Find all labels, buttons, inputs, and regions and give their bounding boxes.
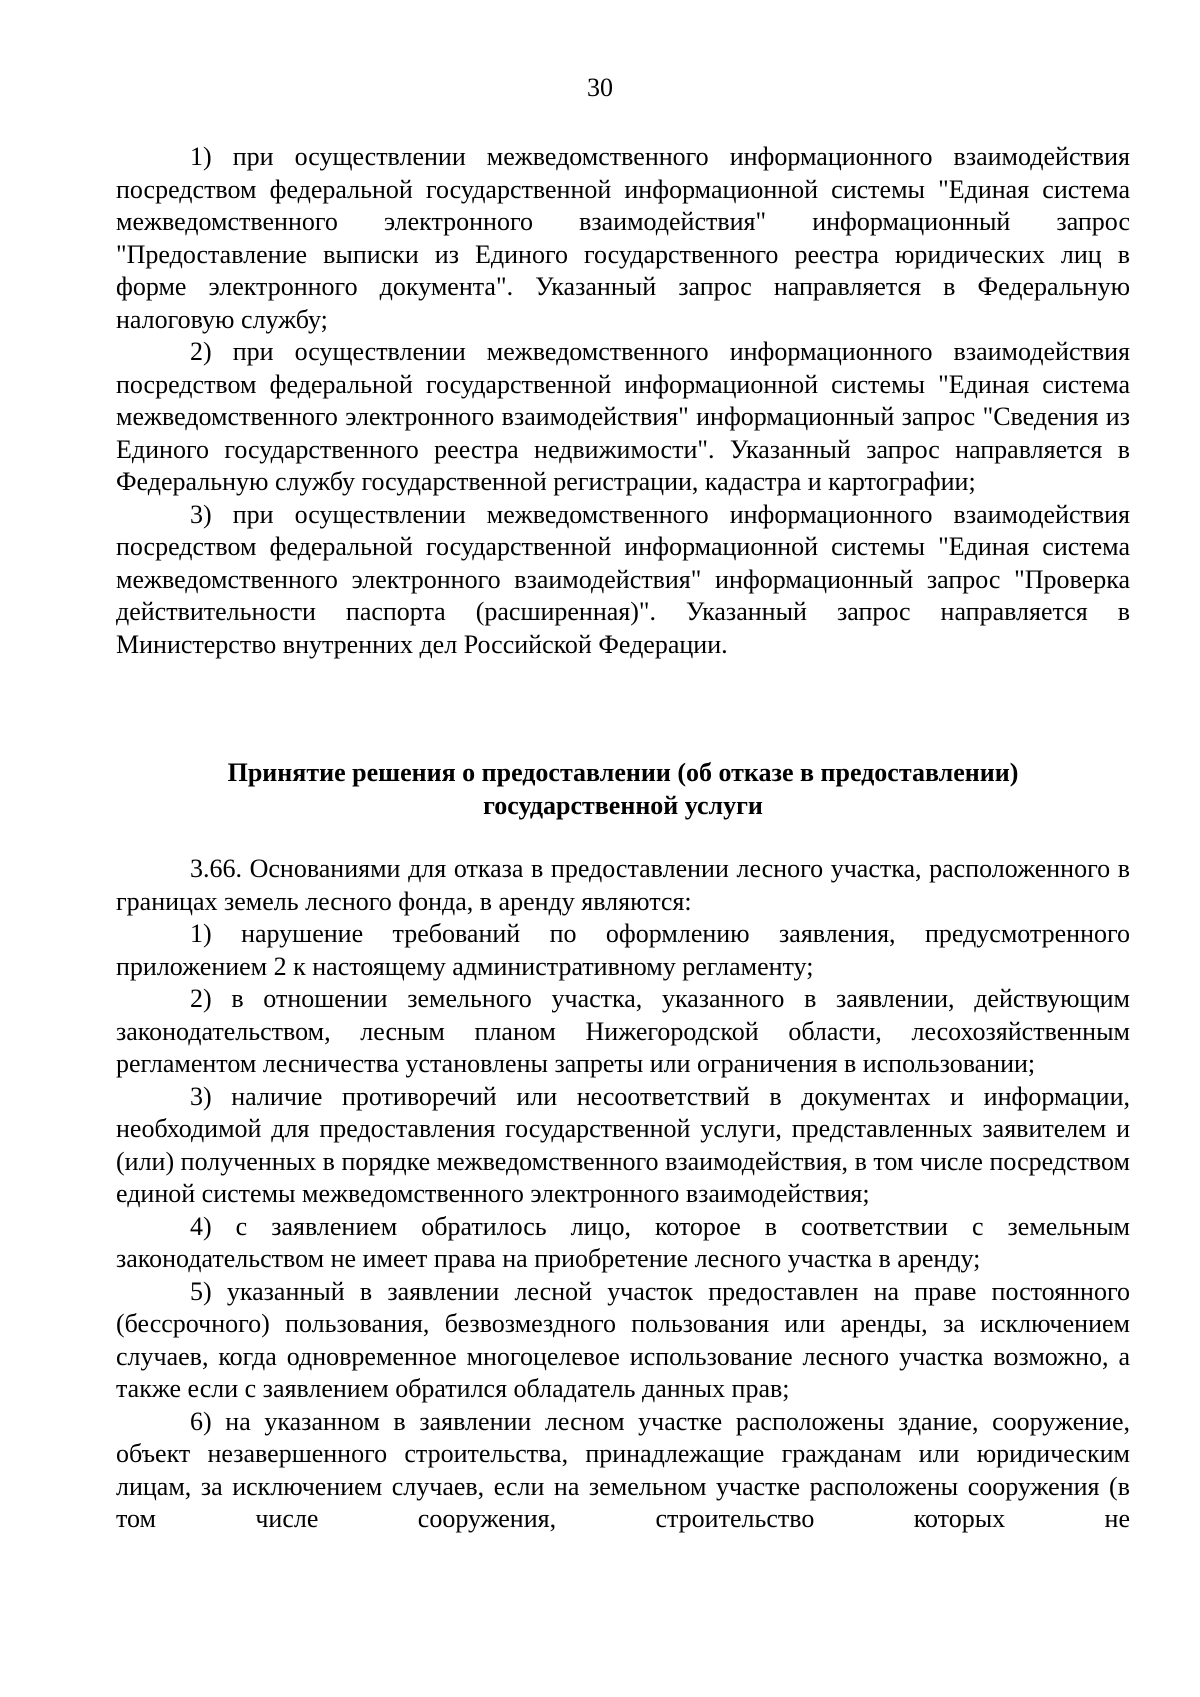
paragraph-ground-6: 6) на указанном в заявлении лесном участке расположены здание, сооружение, объект незавершенного строительства, принадлежащие гражданам или юридическим лицам, за исключением случаев, если на земельном участке расположены сооружения (в том числе сооружения, строительство которых не: [116, 1406, 1130, 1533]
page-number: 30: [587, 73, 613, 102]
section-refusal-grounds: [116, 853, 1130, 1536]
paragraph-request-2: 2) при осуществлении межведомственного информационного взаимодействия посредством федеральной государственной информационной системы "Единая система межведомственного электронного взаимодействия" информационный запрос "Сведения из Единого государственного реестра недвижимости". Указанный запрос направляется в Федеральную службу государственной регистрации, кадастра и картографии;: [116, 337, 1130, 496]
section-heading: [116, 757, 1130, 822]
section-interagency-requests: [116, 141, 1130, 661]
paragraph-ground-4: 4) с заявлением обратилось лицо, которое в соответствии с земельным законодательством не имеет права на приобретение лесного участка в аренду;: [116, 1211, 1130, 1273]
paragraph-request-1: 1) при осуществлении межведомственного информационного взаимодействия посредством федеральной государственной информационной системы "Единая система межведомственного электронного взаимодействия" информационный запрос "Предоставление выписки из Единого государственного реестра юридических лиц в форме электронного документа". Указанный запрос направляется в Федеральную налоговую службу;: [116, 142, 1130, 334]
paragraph-3-66: 3.66. Основаниями для отказа в предоставлении лесного участка, расположенного в границах земель лесного фонда, в аренду являются:: [116, 854, 1130, 916]
paragraph-ground-3: 3) наличие противоречий или несоответствий в документах и информации, необходимой для предоставления государственной услуги, представленных заявителем и (или) полученных в порядке межведомственного взаимодействия, в том числе посредством единой системы межведомственного электронного взаимодействия;: [116, 1081, 1130, 1208]
paragraph-request-3: 3) при осуществлении межведомственного информационного взаимодействия посредством федеральной государственной информационной системы "Единая система межведомственного электронного взаимодействия" информационный запрос "Проверка действительности паспорта (расширенная)". Указанный запрос направляется в Министерство внутренних дел Российской Федерации.: [116, 499, 1130, 659]
paragraph-ground-2: 2) в отношении земельного участка, указанного в заявлении, действующим законодательством, лесным планом Нижегородской области, лесохозяйственным регламентом лесничества установлены запреты или ограничения в использовании;: [116, 984, 1130, 1078]
section-heading-line-2: государственной услуги: [483, 790, 763, 820]
paragraph-ground-1: 1) нарушение требований по оформлению заявления, предусмотренного приложением 2 к настоящему административному регламенту;: [116, 919, 1130, 981]
paragraph-ground-5: 5) указанный в заявлении лесной участок предоставлен на праве постоянного (бессрочного) пользования, безвозмездного пользования или аренды, за исключением случаев, когда одновременное многоцелевое использование лесного участка возможно, а также если с заявлением обратился обладатель данных прав;: [116, 1276, 1130, 1403]
section-heading-line-1: Принятие решения о предоставлении (об отказе в предоставлении): [227, 758, 1019, 787]
